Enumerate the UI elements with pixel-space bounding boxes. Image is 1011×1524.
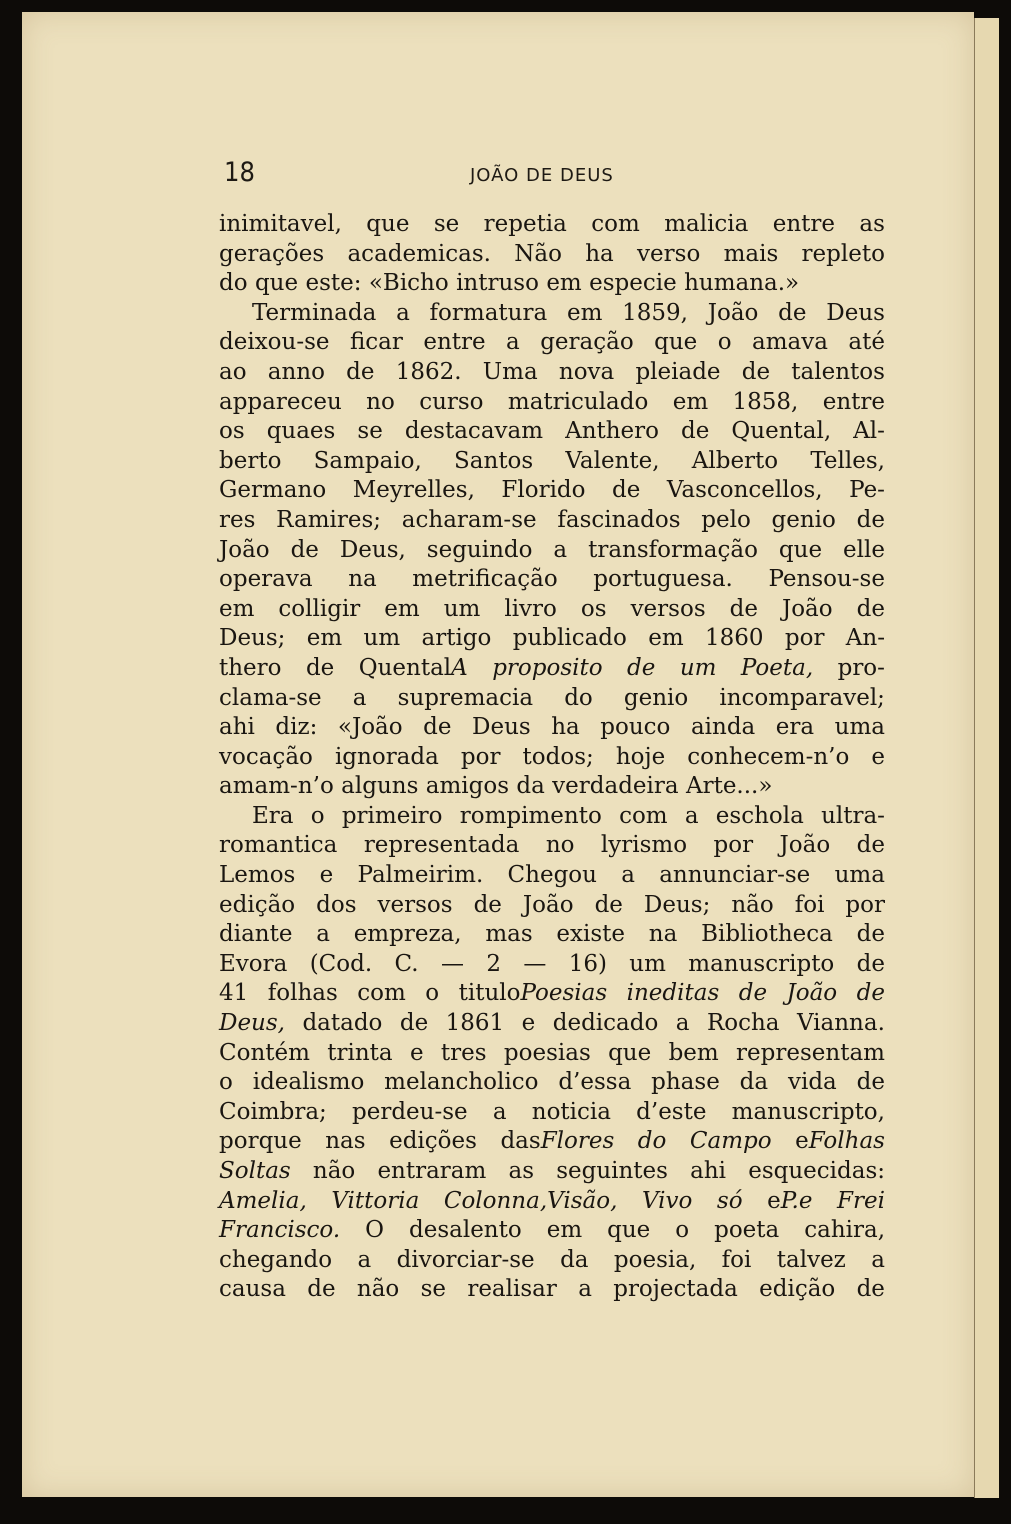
text-line: berto Sampaio, Santos Valente, Alberto Telles,	[219, 447, 885, 474]
text-line: o idealismo melancholico d’essa phase da vida de	[219, 1069, 885, 1096]
body-text	[219, 210, 885, 1305]
text-line: causa de não se realisar a projectada edição de	[219, 1276, 885, 1303]
text-line: Deus; em um artigo publicado em 1860 por An-	[219, 625, 885, 652]
running-head	[22, 157, 974, 191]
text-line: amam-n’o alguns amigos da verdadeira Arte...»	[219, 773, 773, 800]
text-line: João de Deus, seguindo a transformação que elle	[219, 536, 885, 563]
text-line: ao anno de 1862. Uma nova pleiade de talentos	[219, 358, 885, 385]
text-line: thero de QuentalA proposito de um Poeta, pro-	[219, 654, 885, 681]
text-line: gerações academicas. Não ha verso mais repleto	[219, 240, 885, 267]
text-line: appareceu no curso matriculado em 1858, entre	[219, 388, 885, 415]
book-page	[22, 12, 974, 1497]
text-line: Germano Meyrelles, Florido de Vasconcellos, Pe-	[219, 477, 885, 504]
text-line: romantica representada no lyrismo por João de	[219, 832, 885, 859]
text-line: Soltas não entraram as seguintes ahi esquecidas:	[219, 1158, 885, 1184]
text-line: em colligir em um livro os versos de João de	[219, 595, 885, 622]
text-line: Contém trinta e tres poesias que bem representam	[219, 1039, 885, 1066]
text-line: inimitavel, que se repetia com malicia entre as	[219, 211, 885, 237]
text-line: operava na metrificação portuguesa. Pensou-se	[219, 566, 885, 593]
text-line: Era o primeiro rompimento com a eschola ultra-	[252, 802, 885, 829]
text-line: Amelia, Vittoria Colonna,Visão, Vivo só eP.e Frei	[219, 1187, 885, 1214]
text-line: 41 folhas com o tituloPoesias ineditas de João de	[219, 980, 885, 1007]
text-line: Coimbra; perdeu-se a noticia d’este manuscripto,	[219, 1098, 885, 1125]
text-line: do que este: «Bicho intruso em especie humana.»	[219, 270, 800, 297]
header-title: JOÃO DE DEUS	[470, 165, 614, 186]
text-line: deixou-se ficar entre a geração que o amava até	[219, 329, 885, 356]
text-line: Evora (Cod. C. — 2 — 16) um manuscripto de	[219, 950, 885, 977]
text-line: Deus, datado de 1861 e dedicado a Rocha Vianna.	[219, 1010, 885, 1037]
text-line: ahi diz: «João de Deus ha pouco ainda era uma	[219, 714, 885, 741]
text-line: Francisco. O desalento em que o poeta cahira,	[219, 1217, 885, 1244]
text-line: diante a empreza, mas existe na Bibliotheca de	[219, 921, 885, 948]
text-line: clama-se a supremacia do genio incomparavel;	[219, 684, 885, 711]
text-line: vocação ignorada por todos; hoje conhecem-n’o e	[219, 743, 885, 770]
text-line: res Ramires; acharam-se fascinados pelo genio de	[219, 506, 885, 533]
text-line: Lemos e Palmeirim. Chegou a annunciar-se uma	[219, 862, 885, 889]
text-line: edição dos versos de João de Deus; não foi por	[219, 891, 885, 918]
text-line: chegando a divorciar-se da poesia, foi talvez a	[219, 1246, 885, 1273]
text-line: porque nas edições dasFlores do Campo eFolhas	[219, 1128, 885, 1155]
text-line: Terminada a formatura em 1859, João de Deus	[252, 299, 885, 326]
text-line: os quaes se destacavam Anthero de Quental, Al-	[219, 418, 885, 445]
page-number: 18	[224, 157, 255, 188]
next-page-edge	[974, 18, 999, 1498]
